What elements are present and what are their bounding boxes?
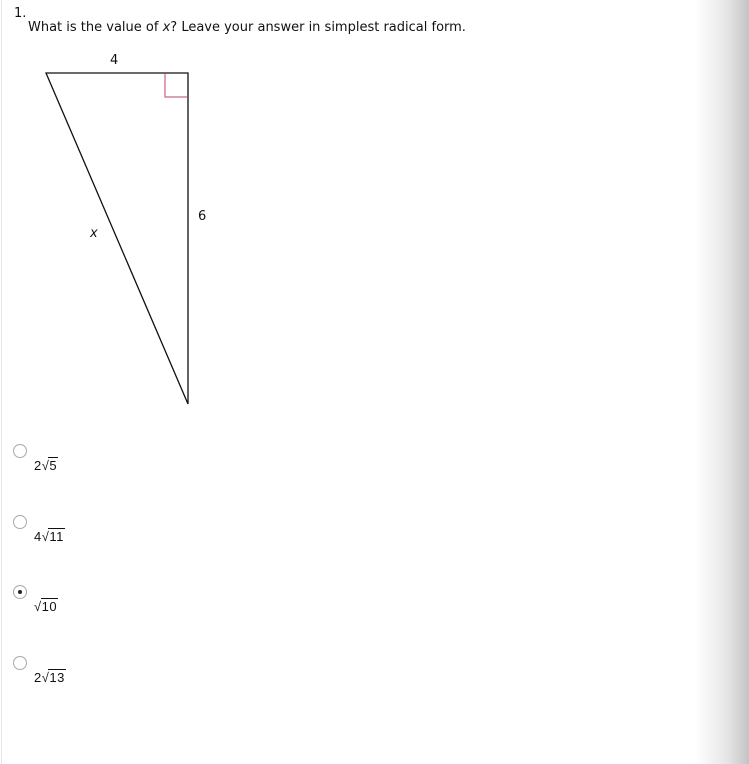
coefficient: 2 [34, 670, 42, 685]
radicand: 5 [49, 458, 58, 473]
right-side-label: 6 [198, 209, 207, 224]
radical-sign: √ [41, 670, 50, 685]
hypotenuse-label: x [90, 226, 98, 241]
answer-radio-4[interactable] [13, 656, 27, 670]
answer-option-4[interactable] [34, 670, 66, 685]
answer-radio-2[interactable] [13, 515, 27, 529]
answer-option-3[interactable] [34, 599, 58, 614]
radical-sign: √ [34, 599, 42, 614]
answer-radio-3[interactable] [13, 585, 27, 599]
radicand: 13 [49, 670, 65, 685]
radical-sign: √ [41, 458, 50, 473]
question-variable: x [162, 20, 171, 35]
answer-radio-1[interactable] [13, 444, 27, 458]
top-side-label: 4 [110, 53, 119, 68]
question-number: 1. [14, 6, 27, 21]
radicand: 10 [41, 599, 58, 614]
right-triangle [46, 73, 188, 404]
answer-option-1[interactable] [34, 458, 58, 473]
question-text-start: What is the value of [28, 20, 163, 35]
answer-option-2[interactable] [34, 529, 65, 544]
radical-sign: √ [41, 529, 50, 544]
coefficient: 2 [34, 458, 42, 473]
radicand: 11 [49, 529, 64, 544]
coefficient: 4 [34, 529, 42, 544]
triangle-figure [0, 0, 260, 420]
right-angle-marker [165, 73, 188, 97]
question-text-end: ? Leave your answer in simplest radical form. [170, 20, 466, 35]
